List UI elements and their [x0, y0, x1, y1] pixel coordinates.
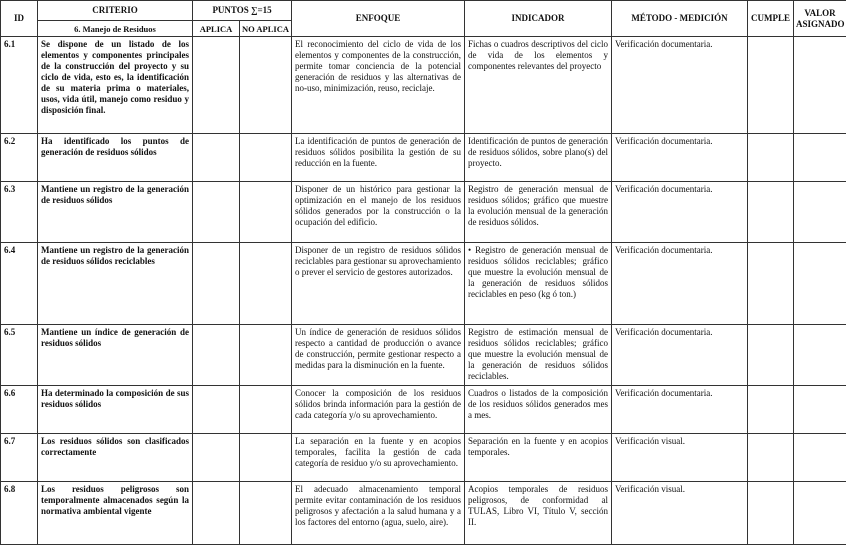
row-enfoque: La separación en la fuente y en acopios temporales, facilita la gestión de cada categoría de residuo y/o su aprovechamiento.: [292, 434, 465, 482]
row-id: 6.2: [1, 134, 38, 182]
header-enfoque: ENFOQUE: [292, 1, 465, 37]
row-indicador: Registro de estimación mensual de residuos sólidos reciclables; gráfico que muestre la evolución mensual de la generación de residuos sólidos reciclables.: [465, 325, 612, 386]
row-indicador: Identificación de puntos de generación de residuos sólidos, sobre plano(s) del proyecto.: [465, 134, 612, 182]
table-row: [1, 37, 846, 134]
row-id: 6.6: [1, 386, 38, 434]
cumple-cell[interactable]: [748, 386, 794, 434]
valor-cell[interactable]: [794, 37, 846, 134]
row-id: 6.4: [1, 243, 38, 325]
aplica-cell[interactable]: [193, 386, 240, 434]
row-enfoque: Conocer la composición de los residuos sólidos brinda información para la gestión de cada categoría y/o su aprovechamiento.: [292, 386, 465, 434]
aplica-cell[interactable]: [193, 482, 240, 545]
row-indicador: Acopios temporales de residuos peligrosos, de conformidad al TULAS, Libro VI, Título V, sección II.: [465, 482, 612, 545]
row-metodo: Verificación documentaria.: [612, 325, 748, 386]
row-indicador: Registro de generación mensual de residuos sólidos; gráfico que muestre la evolución mensual de la generación de residuos sólidos.: [465, 182, 612, 243]
row-id: 6.5: [1, 325, 38, 386]
valor-cell[interactable]: [794, 386, 846, 434]
aplica-cell[interactable]: [193, 325, 240, 386]
no-aplica-cell[interactable]: [240, 134, 292, 182]
row-metodo: Verificación documentaria.: [612, 182, 748, 243]
no-aplica-cell[interactable]: [240, 182, 292, 243]
no-aplica-cell[interactable]: [240, 37, 292, 134]
header-puntos: PUNTOS ∑=15: [193, 1, 292, 21]
row-indicador: • Registro de generación mensual de residuos sólidos reciclables; gráfico que muestre la evolución mensual de la generación de residuos sólidos reciclables en peso (kg ó ton.): [465, 243, 612, 325]
row-enfoque: Disponer de un registro de residuos sólidos reciclables para gestionar su aprovechamiento o prever el servicio de gestores autorizados.: [292, 243, 465, 325]
row-indicador: Separación en la fuente y en acopios temporales.: [465, 434, 612, 482]
table-row: [1, 134, 846, 182]
row-enfoque: El reconocimiento del ciclo de vida de los elementos y componentes de la construcción, permite tomar conciencia de la potencial generación de residuos y las alternativas de no-uso, minimización, reuso, reciclaje.: [292, 37, 465, 134]
row-metodo: Verificación documentaria.: [612, 243, 748, 325]
header-id: ID: [1, 1, 38, 37]
row-criterio: Mantiene un registro de la generación de residuos sólidos: [38, 182, 193, 243]
row-criterio: Ha determinado la composición de sus residuos sólidos: [38, 386, 193, 434]
table-row: [1, 325, 846, 386]
header-aplica: APLICA: [193, 21, 240, 37]
row-metodo: Verificación visual.: [612, 434, 748, 482]
row-criterio: Se dispone de un listado de los elementos y componentes principales de la construcción del proyecto y su ciclo de vida, esto es, la identificación de su materia prima o materiales, usos, vida útil, manejo como residuo y disposición final.: [38, 37, 193, 134]
row-id: 6.8: [1, 482, 38, 545]
header-cumple: CUMPLE: [748, 1, 794, 37]
row-id: 6.3: [1, 182, 38, 243]
cumple-cell[interactable]: [748, 182, 794, 243]
header-row: [1, 1, 846, 21]
aplica-cell[interactable]: [193, 434, 240, 482]
cumple-cell[interactable]: [748, 37, 794, 134]
aplica-cell[interactable]: [193, 134, 240, 182]
row-indicador: Fichas o cuadros descriptivos del ciclo de vida de los elementos y componentes relevantes del proyecto: [465, 37, 612, 134]
table-row: [1, 243, 846, 325]
row-criterio: Mantiene un registro de la generación de residuos sólidos reciclables: [38, 243, 193, 325]
valor-cell[interactable]: [794, 325, 846, 386]
row-enfoque: El adecuado almacenamiento temporal permite evitar contaminación de los residuos peligrosos y afectación a la salud humana y a los factores del entorno (agua, suelo, aire).: [292, 482, 465, 545]
table-row: [1, 386, 846, 434]
row-enfoque: Un índice de generación de residuos sólidos respecto a cantidad de producción o avance de construcción, permite gestionar respecto a medidas para la disminución en la fuente.: [292, 325, 465, 386]
section-title: 6. Manejo de Residuos: [38, 21, 193, 37]
row-id: 6.1: [1, 37, 38, 134]
valor-cell[interactable]: [794, 482, 846, 545]
header-metodo: MÉTODO - MEDICIÓN: [612, 1, 748, 37]
no-aplica-cell[interactable]: [240, 243, 292, 325]
row-id: 6.7: [1, 434, 38, 482]
table-row: [1, 482, 846, 545]
cumple-cell[interactable]: [748, 482, 794, 545]
cumple-cell[interactable]: [748, 134, 794, 182]
row-metodo: Verificación documentaria.: [612, 386, 748, 434]
valor-cell[interactable]: [794, 182, 846, 243]
aplica-cell[interactable]: [193, 37, 240, 134]
header-indicador: INDICADOR: [465, 1, 612, 37]
cumple-cell[interactable]: [748, 434, 794, 482]
row-enfoque: La identificación de puntos de generación de residuos sólidos posibilita la gestión de su reducción en la fuente.: [292, 134, 465, 182]
row-criterio: Mantiene un índice de generación de residuos sólidos: [38, 325, 193, 386]
no-aplica-cell[interactable]: [240, 325, 292, 386]
no-aplica-cell[interactable]: [240, 434, 292, 482]
row-metodo: Verificación documentaria.: [612, 37, 748, 134]
header-valor: VALOR ASIGNADO: [794, 1, 846, 37]
valor-cell[interactable]: [794, 243, 846, 325]
row-metodo: Verificación visual.: [612, 482, 748, 545]
cumple-cell[interactable]: [748, 243, 794, 325]
row-indicador: Cuadros o listados de la composición de los residuos sólidos generados mes a mes.: [465, 386, 612, 434]
row-criterio: Los residuos sólidos son clasificados correctamente: [38, 434, 193, 482]
valor-cell[interactable]: [794, 434, 846, 482]
row-criterio: Ha identificado los puntos de generación de residuos sólidos: [38, 134, 193, 182]
row-metodo: Verificación documentaria.: [612, 134, 748, 182]
row-enfoque: Disponer de un histórico para gestionar la optimización en el manejo de los residuos sólidos generados por la construcción o la ocupación del edificio.: [292, 182, 465, 243]
table-row: [1, 182, 846, 243]
row-criterio: Los residuos peligrosos son temporalmente almacenados según la normativa ambiental vigente: [38, 482, 193, 545]
table-row: [1, 434, 846, 482]
header-criterio: CRITERIO: [38, 1, 193, 21]
cumple-cell[interactable]: [748, 325, 794, 386]
aplica-cell[interactable]: [193, 182, 240, 243]
no-aplica-cell[interactable]: [240, 386, 292, 434]
header-no-aplica: NO APLICA: [240, 21, 292, 37]
aplica-cell[interactable]: [193, 243, 240, 325]
no-aplica-cell[interactable]: [240, 482, 292, 545]
valor-cell[interactable]: [794, 134, 846, 182]
